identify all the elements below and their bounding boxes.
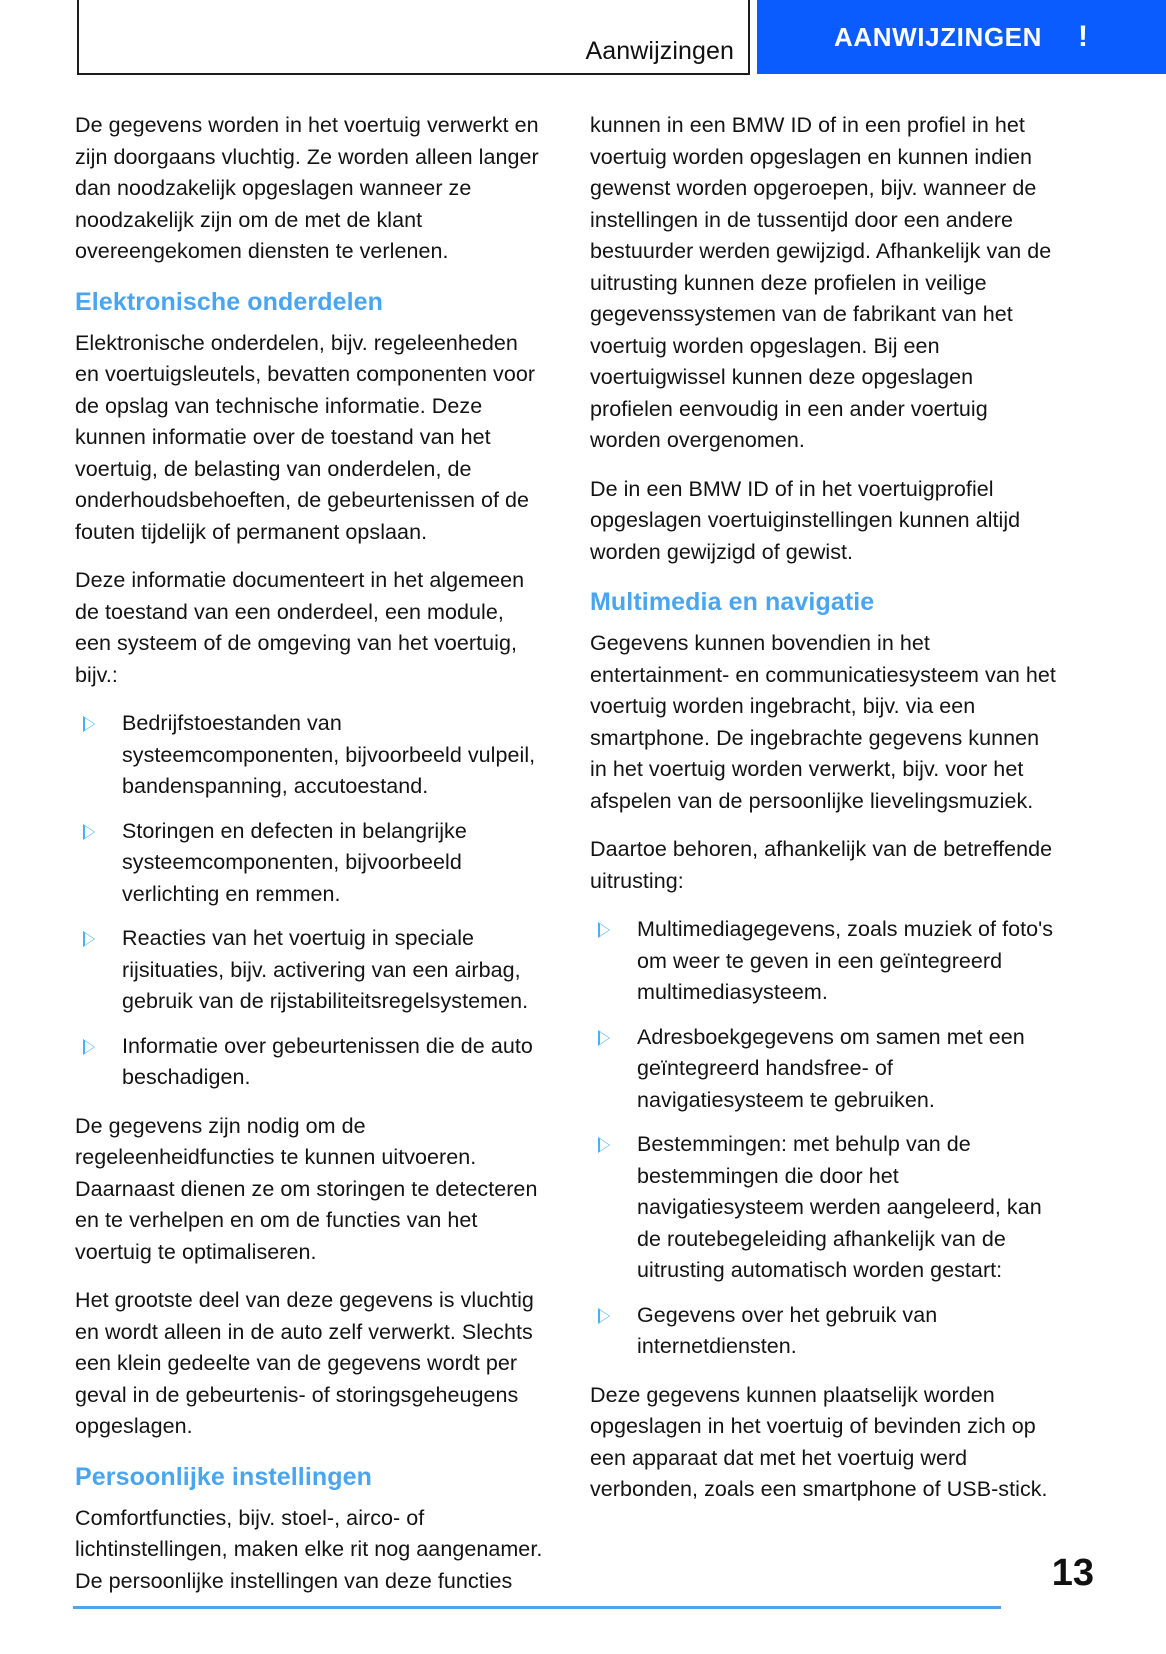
list-item	[75, 816, 545, 911]
list-item-label: Bestemmingen: met behulp van de bestemmingen die door het navigatiesysteem werden aangeleerd, kan de routebegeleiding afhankelijk van de uitrusting automatisch worden gestart:	[637, 1132, 1042, 1282]
triangle-bullet-icon	[598, 1308, 610, 1324]
page-footer	[0, 1534, 1166, 1654]
exclamation-icon: !	[1077, 20, 1088, 53]
paragraph-multimedia-1: Gegevens kunnen bovendien in het entertainment- en communicatiesysteem van het voertuig worden ingebracht, bijv. via een smartphone. De ingebrachte gegevens kunnen in het voertuig worden verwerkt, bijv. voor het afspelen van de persoonlijke lievelingsmuziek.	[590, 631, 1056, 813]
list-item	[590, 1022, 1060, 1117]
header-running-title-label: Aanwijzingen	[585, 37, 734, 65]
heading-elektronische-onderdelen: Elektronische onderdelen	[75, 287, 384, 316]
list-item	[590, 1300, 1060, 1363]
list-item	[75, 1031, 545, 1094]
list-item-label: Adresboekgegevens om samen met een geïntegreerd handsfree- of navigatiesysteem te gebruiken.	[637, 1024, 1025, 1112]
paragraph-elektronische-1: Elektronische onderdelen, bijv. regeleenheden en voertuigsleutels, bevatten componenten voor de opslag van technische informatie. Deze kunnen informatie over de toestand van het voertuig, de belasting van onderdelen, de onderhoudsbehoeften, de gebeurtenissen of de fouten tijdelijk of permanent opslaan.	[75, 330, 536, 544]
list-item-label: Gegevens over het gebruik van internetdiensten.	[637, 1302, 938, 1358]
triangle-bullet-icon	[598, 922, 610, 938]
heading-multimedia-en-navigatie: Multimedia en navigatie	[590, 588, 875, 616]
header-chapter-tab	[757, 0, 1166, 74]
page-number: 13	[1051, 1552, 1094, 1594]
paragraph-bmw-id: De in een BMW ID of in het voertuigprofiel opgeslagen voertuiginstellingen kunnen altijd worden gewijzigd of gewist.	[590, 476, 1021, 564]
triangle-bullet-icon	[83, 716, 95, 732]
list-item	[75, 708, 545, 803]
list-item	[75, 923, 545, 1018]
triangle-bullet-icon	[83, 824, 95, 840]
header-running-title-tab	[77, 0, 750, 75]
header-chapter-tab-label: AANWIJZINGEN	[834, 21, 1042, 52]
list-item-label: Informatie over gebeurtenissen die de auto beschadigen.	[122, 1033, 533, 1089]
left-column	[75, 110, 545, 1614]
page-header	[0, 0, 1166, 76]
paragraph-intro: De gegevens worden in het voertuig verwerkt en zijn doorgaans vluchtig. Ze worden alleen langer dan noodzakelijk opgeslagen wanneer ze noodzakelijk zijn om de met de klant overeengekomen diensten te verlenen.	[75, 113, 539, 263]
paragraph-elektronische-4: Het grootste deel van deze gegevens is vluchtig en wordt alleen in de auto zelf verwerkt. Slechts een klein gedeelte van de gegevens wordt per geval in de gebeurtenis- of storingsgeheugens opgeslagen.	[75, 1288, 534, 1438]
bullet-list-multimedia	[590, 914, 1060, 1363]
page-content	[0, 110, 1166, 1614]
list-item-label: Multimediagegevens, zoals muziek of foto's om weer te geven in een geïntegreerd multimediasysteem.	[637, 917, 1054, 1004]
triangle-bullet-icon	[598, 1030, 610, 1046]
list-item	[590, 914, 1060, 1009]
paragraph-elektronische-3: De gegevens zijn nodig om de regeleenheidfuncties te kunnen uitvoeren. Daarnaast dienen ze om storingen te detecteren en te verhelpen en om de functies van het voertuig te optimaliseren.	[75, 1113, 538, 1264]
paragraph-elektronische-2: Deze informatie documenteert in het algemeen de toestand van een onderdeel, een module, een systeem of de omgeving van het voertuig, bijv.:	[75, 568, 525, 687]
paragraph-continued: kunnen in een BMW ID of in een profiel in het voertuig worden opgeslagen en kunnen indien gewenst worden opgeroepen, bijv. wanneer de instellingen in de tussentijd door een andere bestuurder werden gewijzigd. Afhankelijk van de uitrusting kunnen deze profielen in veilige gegevenssystemen van de fabrikant van het voertuig worden opgeslagen. Bij een voertuigwissel kunnen deze opgeslagen profielen eenvoudig in een ander voertuig worden overgenomen.	[590, 113, 1052, 452]
list-item-label: Storingen en defecten in belangrijke systeemcomponenten, bijvoorbeeld verlichting en remmen.	[122, 818, 467, 906]
bullet-list-elektronische	[75, 708, 545, 1094]
paragraph-multimedia-2: Daartoe behoren, afhankelijk van de betreffende uitrusting:	[590, 837, 1053, 893]
triangle-bullet-icon	[83, 931, 95, 947]
paragraph-multimedia-3: Deze gegevens kunnen plaatselijk worden opgeslagen in het voertuig of bevinden zich op een apparaat dat met het voertuig werd verbonden, zoals een smartphone of USB-stick.	[590, 1382, 1048, 1501]
list-item	[590, 1129, 1060, 1287]
list-item-label: Bedrijfstoestanden van systeemcomponenten, bijvoorbeeld vulpeil, bandenspanning, accutoestand.	[122, 711, 536, 798]
right-column	[590, 110, 1060, 1614]
paragraph-persoonlijke-1: Comfortfuncties, bijv. stoel-, airco- of lichtinstellingen, maken elke rit nog aangenamer. De persoonlijke instellingen van deze functies	[75, 1505, 543, 1593]
footer-divider	[73, 1606, 1001, 1609]
heading-persoonlijke-instellingen: Persoonlijke instellingen	[75, 1462, 373, 1491]
triangle-bullet-icon	[598, 1137, 610, 1153]
list-item-label: Reacties van het voertuig in speciale rijsituaties, bijv. activering van een airbag, gebruik van de rijstabiliteitsregelsystemen.	[122, 926, 529, 1013]
triangle-bullet-icon	[83, 1039, 95, 1055]
